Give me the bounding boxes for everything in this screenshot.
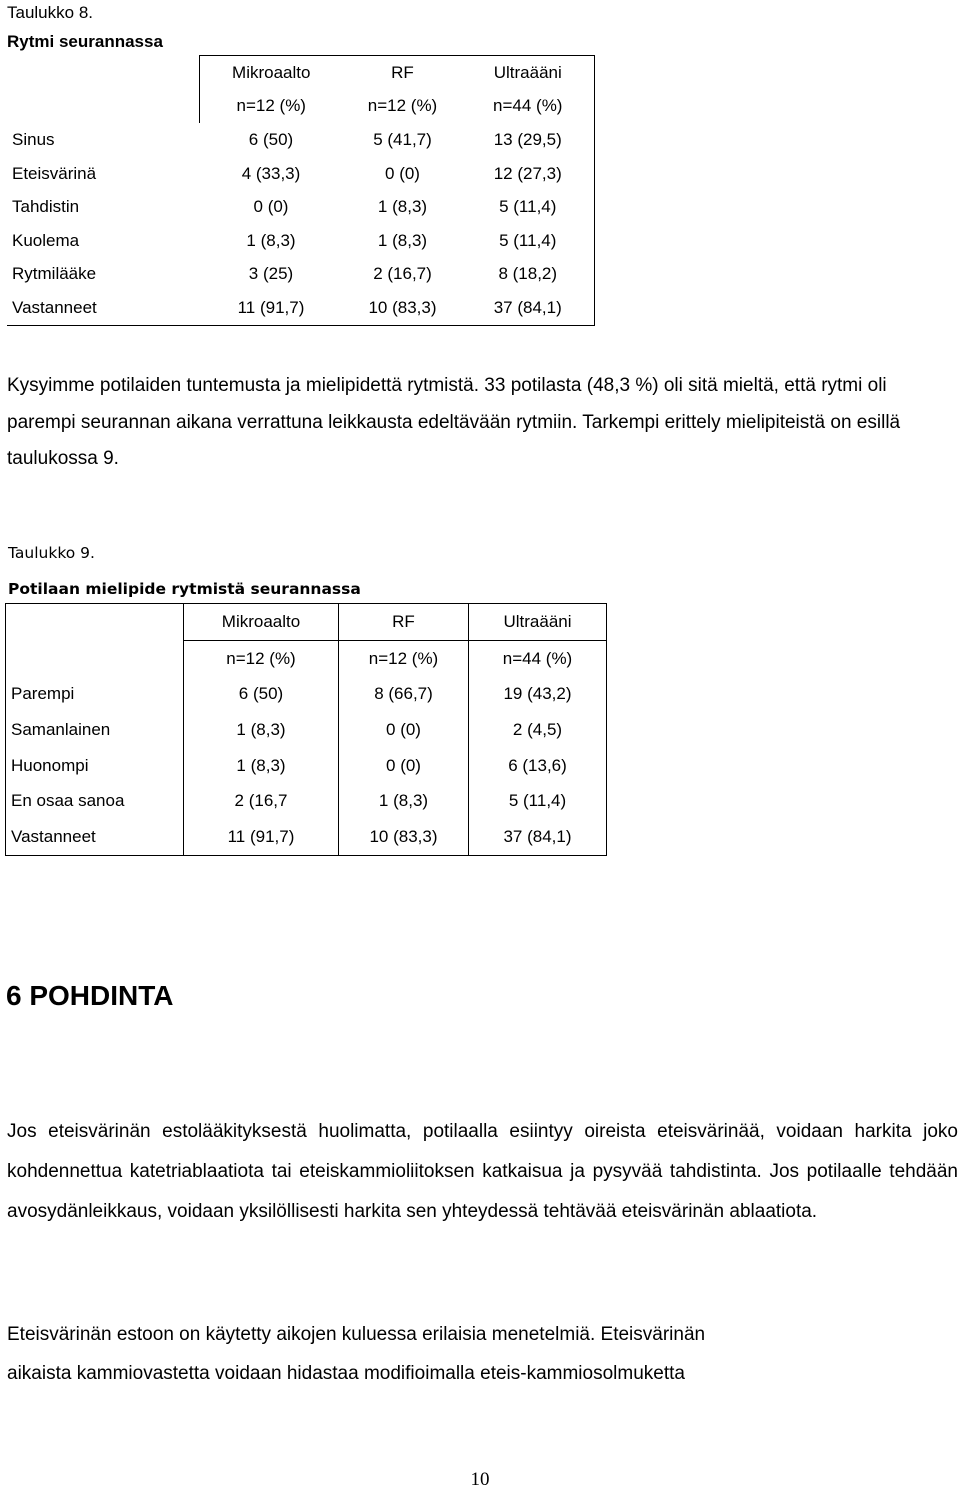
table-row <box>6 748 607 784</box>
table-cell: 0 (0) <box>339 712 469 748</box>
table8-count: n=12 (%) <box>199 90 343 124</box>
table-cell: 0 (0) <box>339 748 469 784</box>
table8-caption: Taulukko 8. <box>7 3 93 22</box>
row-label: Vastanneet <box>6 819 184 855</box>
table8-count: n=12 (%) <box>367 96 438 116</box>
body-paragraph: Jos eteisvärinän estolääkityksestä huolimatta, potilaalla esiintyy oireista eteisvärinää, voidaan harkita joko kohdennettua katetriablaatiota tai eteiskammioliitoksen katkaisua ja pysyvää tahdistinta. Jos potilaalle tehdään avosydänleikkaus, voidaan yksilöllisesti harkita sen yhteydessä tehtävää eteisvärinän ablaatiota. <box>7 1121 958 1222</box>
row-label: En osaa sanoa <box>6 783 184 819</box>
table-row <box>6 712 607 748</box>
row-label: Rytmilääke <box>12 264 97 284</box>
paragraph-line: Eteisvärinän estoon on käytetty aikojen kuluessa erilaisia menetelmiä. Eteisvärinän <box>7 1324 706 1345</box>
section-heading: 6 POHDINTA <box>6 980 174 1011</box>
table-row <box>7 224 594 258</box>
table-cell: 11 (91,7) <box>199 291 343 325</box>
table-cell: 10 (83,3) <box>343 291 462 325</box>
row-label: Tahdistin <box>12 197 80 217</box>
table-cell: 5 (11,4) <box>462 190 594 224</box>
table8-title: Rytmi seurannassa <box>7 32 163 51</box>
table-cell: 37 (84,1) <box>462 291 594 325</box>
table-cell: 10 (83,3) <box>339 819 469 855</box>
table-row <box>7 190 594 224</box>
table-cell: 1 (8,3) <box>377 197 428 217</box>
page-number: 10 <box>470 1469 490 1490</box>
table-cell: 6 (13,6) <box>469 748 607 784</box>
table9-caption: Taulukko 9. <box>8 544 95 562</box>
table-row <box>7 291 594 325</box>
table9 <box>5 603 607 856</box>
table9-col-header: Ultraääni <box>469 604 607 641</box>
table-cell: 2 (16,7 <box>184 783 339 819</box>
table-cell: 1 (8,3) <box>184 748 339 784</box>
table-cell: 5 (41,7) <box>373 129 432 149</box>
row-label: Vastanneet <box>7 291 199 325</box>
body-paragraph: Kysyimme potilaiden tuntemusta ja mielipidettä rytmistä. 33 potilasta (48,3 %) oli sitä mieltä, että rytmi oli parempi seurannan aikana verrattuna leikkausta edeltävään rytmiin. Tarkempi erittely mielipiteistä on esillä taulukossa 9. <box>7 375 901 469</box>
row-label: Samanlainen <box>6 712 184 748</box>
table-cell: 0 (0) <box>385 163 420 183</box>
table-cell: 1 (8,3) <box>339 783 469 819</box>
paragraph-line: aikaista kammiovastetta voidaan hidastaa modifioimalla eteis-kammiosolmukettа <box>7 1363 685 1384</box>
table-cell: 11 (91,7) <box>184 819 339 855</box>
table9-count-row <box>6 640 607 676</box>
table9-title: Potilaan mielipide rytmistä seurannassa <box>8 580 361 598</box>
table-row <box>7 258 594 292</box>
table-row <box>7 123 594 157</box>
table-row <box>6 819 607 855</box>
table-row <box>6 783 607 819</box>
table8-col-header: RF <box>343 56 462 90</box>
table8-col-header: Mikroaalto <box>199 56 343 90</box>
table-cell: 1 (8,3) <box>246 230 296 250</box>
table9-count: n=44 (%) <box>469 640 607 676</box>
table-cell: 12 (27,3) <box>462 157 594 191</box>
table-cell: 4 (33,3) <box>241 163 301 183</box>
table-cell: 5 (11,4) <box>462 224 594 258</box>
table9-col-header: RF <box>339 604 469 641</box>
table-cell: 1 (8,3) <box>184 712 339 748</box>
table-row <box>7 157 594 191</box>
table-cell: 5 (11,4) <box>469 783 607 819</box>
row-label: Sinus <box>12 129 55 149</box>
table-cell: 2 (4,5) <box>469 712 607 748</box>
row-label: Kuolema <box>12 230 80 250</box>
table-cell: 37 (84,1) <box>469 819 607 855</box>
table9-count: n=12 (%) <box>339 640 469 676</box>
body-paragraph <box>7 1315 958 1393</box>
row-label: Parempi <box>6 676 184 712</box>
table8 <box>7 55 595 326</box>
table-cell: 1 (8,3) <box>377 230 428 250</box>
table-row <box>6 676 607 712</box>
table8-header-row <box>7 56 594 90</box>
table8-count: n=44 (%) <box>462 90 594 124</box>
table9-count: n=12 (%) <box>184 640 339 676</box>
table-cell: 2 (16,7) <box>373 264 432 284</box>
table-cell: 6 (50) <box>184 676 339 712</box>
table8-count-row <box>7 90 594 124</box>
table9-col-header: Mikroaalto <box>184 604 339 641</box>
table-cell: 13 (29,5) <box>462 123 594 157</box>
table8-col-header: Ultraääni <box>462 56 594 90</box>
table-cell: 8 (66,7) <box>339 676 469 712</box>
table9-header-row <box>6 604 607 641</box>
table-cell: 8 (18,2) <box>462 258 594 292</box>
table-cell: 19 (43,2) <box>469 676 607 712</box>
table-cell: 6 (50) <box>248 129 294 149</box>
row-label: Eteisvärinä <box>12 163 97 183</box>
table-cell: 0 (0) <box>253 197 289 217</box>
table-cell: 3 (25) <box>248 264 294 284</box>
row-label: Huonompi <box>6 748 184 784</box>
